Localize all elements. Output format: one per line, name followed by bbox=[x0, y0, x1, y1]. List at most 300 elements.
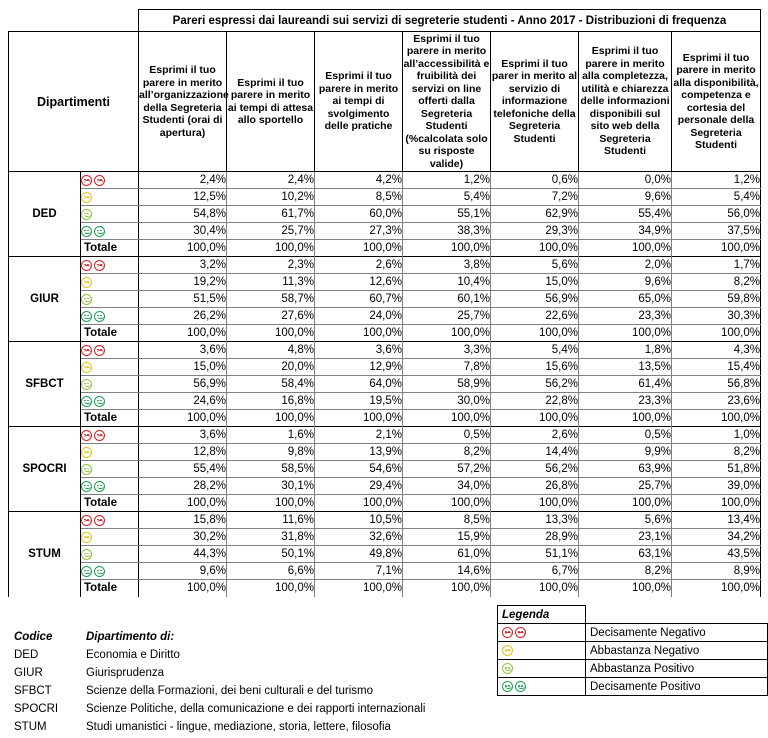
value-cell: 26,2% bbox=[139, 308, 227, 325]
neg-neg-face-icon bbox=[81, 344, 107, 356]
legend-title-spacer bbox=[586, 606, 768, 624]
table-row bbox=[9, 393, 761, 410]
codes-header-department: Dipartimento di: bbox=[86, 631, 175, 643]
value-cell: 34,0% bbox=[403, 478, 491, 495]
value-cell: 4,3% bbox=[672, 342, 761, 359]
value-cell: 56,2% bbox=[491, 376, 579, 393]
value-cell: 100,0% bbox=[579, 325, 672, 342]
value-cell: 0,5% bbox=[403, 427, 491, 444]
pos-pos-face-icon bbox=[502, 681, 528, 693]
rating-icon-cell bbox=[81, 206, 139, 223]
value-cell: 8,5% bbox=[315, 189, 403, 206]
neg-face-icon bbox=[81, 531, 94, 543]
table-row bbox=[9, 359, 761, 376]
value-cell: 100,0% bbox=[579, 495, 672, 512]
total-row-label: Totale bbox=[81, 240, 139, 257]
rating-icon-cell bbox=[81, 427, 139, 444]
value-cell: 7,1% bbox=[315, 563, 403, 580]
value-cell: 14,4% bbox=[491, 444, 579, 461]
column-header-organizzazione: Esprimi il tuo parere in merito all’organizzazione della Segreteria Studenti (orai di apertura) bbox=[139, 32, 227, 172]
code-abbreviation: SFBCT bbox=[14, 685, 52, 697]
value-cell: 22,8% bbox=[491, 393, 579, 410]
total-row-label: Totale bbox=[81, 325, 139, 342]
value-cell: 63,1% bbox=[579, 546, 672, 563]
value-cell: 25,7% bbox=[579, 478, 672, 495]
value-cell: 100,0% bbox=[403, 410, 491, 427]
value-cell: 100,0% bbox=[315, 495, 403, 512]
department-label: SFBCT bbox=[9, 342, 81, 427]
code-department-name: Giurisprudenza bbox=[86, 667, 164, 679]
value-cell: 31,8% bbox=[227, 529, 315, 546]
value-cell: 13,3% bbox=[491, 512, 579, 529]
code-department-name: Scienze Politiche, della comunicazione e dei rapporti internazionali bbox=[86, 703, 426, 715]
legend-title-row bbox=[498, 606, 768, 624]
value-cell: 100,0% bbox=[139, 580, 227, 597]
value-cell: 2,0% bbox=[579, 257, 672, 274]
code-department-name: Studi umanistici - lingue, mediazione, storia, lettere, filosofia bbox=[86, 721, 391, 733]
code-department-name: Economia e Diritto bbox=[86, 649, 180, 661]
department-label: DED bbox=[9, 172, 81, 257]
value-cell: 23,3% bbox=[579, 393, 672, 410]
value-cell: 10,2% bbox=[227, 189, 315, 206]
value-cell: 2,4% bbox=[227, 172, 315, 189]
value-cell: 100,0% bbox=[139, 410, 227, 427]
value-cell: 2,6% bbox=[491, 427, 579, 444]
value-cell: 22,6% bbox=[491, 308, 579, 325]
value-cell: 20,0% bbox=[227, 359, 315, 376]
value-cell: 100,0% bbox=[491, 410, 579, 427]
value-cell: 61,7% bbox=[227, 206, 315, 223]
value-cell: 65,0% bbox=[579, 291, 672, 308]
column-header-sito-web: Esprimi il tuo parere in merito alla completezza, utilità e chiarezza delle informazioni disponibili sul sito web della Segreteria Studenti bbox=[579, 32, 672, 172]
value-cell: 1,8% bbox=[579, 342, 672, 359]
neg-neg-face-icon bbox=[81, 174, 107, 186]
value-cell: 16,8% bbox=[227, 393, 315, 410]
value-cell: 100,0% bbox=[491, 240, 579, 257]
value-cell: 100,0% bbox=[491, 580, 579, 597]
neg-face-icon bbox=[81, 276, 94, 288]
value-cell: 23,1% bbox=[579, 529, 672, 546]
value-cell: 56,9% bbox=[139, 376, 227, 393]
pos-face-icon bbox=[81, 208, 94, 220]
legend-icon-cell bbox=[498, 678, 586, 696]
value-cell: 6,6% bbox=[227, 563, 315, 580]
value-cell: 100,0% bbox=[227, 495, 315, 512]
value-cell: 3,6% bbox=[139, 342, 227, 359]
value-cell: 12,6% bbox=[315, 274, 403, 291]
value-cell: 43,5% bbox=[672, 546, 761, 563]
table-row bbox=[9, 206, 761, 223]
total-row-label: Totale bbox=[81, 495, 139, 512]
value-cell: 8,5% bbox=[403, 512, 491, 529]
value-cell: 6,7% bbox=[491, 563, 579, 580]
table-body bbox=[9, 10, 761, 597]
value-cell: 100,0% bbox=[139, 495, 227, 512]
legend-label: Decisamente Positivo bbox=[586, 678, 768, 696]
value-cell: 8,9% bbox=[672, 563, 761, 580]
table-row bbox=[9, 376, 761, 393]
code-department-name: Scienze della Formazioni, dei beni culturali e del turismo bbox=[86, 685, 374, 697]
table-row bbox=[9, 410, 761, 427]
value-cell: 2,6% bbox=[315, 257, 403, 274]
table-row bbox=[9, 495, 761, 512]
pos-face-icon bbox=[81, 463, 94, 475]
rating-icon-cell bbox=[81, 291, 139, 308]
neg-face-icon bbox=[81, 446, 94, 458]
legend-icon-cell bbox=[498, 660, 586, 678]
rating-icon-cell bbox=[81, 308, 139, 325]
department-label: GIUR bbox=[9, 257, 81, 342]
value-cell: 61,4% bbox=[579, 376, 672, 393]
value-cell: 15,8% bbox=[139, 512, 227, 529]
code-row bbox=[14, 648, 425, 666]
value-cell: 8,2% bbox=[579, 563, 672, 580]
value-cell: 56,9% bbox=[491, 291, 579, 308]
value-cell: 44,3% bbox=[139, 546, 227, 563]
value-cell: 0,5% bbox=[579, 427, 672, 444]
table-row bbox=[9, 580, 761, 597]
table-banner-title: Pareri espressi dai laureandi sui servizi di segreterie studenti - Anno 2017 - Distribuzioni di frequenza bbox=[139, 10, 761, 32]
code-row bbox=[14, 720, 425, 738]
value-cell: 60,7% bbox=[315, 291, 403, 308]
value-cell: 38,3% bbox=[403, 223, 491, 240]
value-cell: 100,0% bbox=[579, 410, 672, 427]
table-row bbox=[9, 325, 761, 342]
value-cell: 62,9% bbox=[491, 206, 579, 223]
value-cell: 100,0% bbox=[403, 580, 491, 597]
value-cell: 63,9% bbox=[579, 461, 672, 478]
value-cell: 3,3% bbox=[403, 342, 491, 359]
value-cell: 54,8% bbox=[139, 206, 227, 223]
value-cell: 13,4% bbox=[672, 512, 761, 529]
value-cell: 1,6% bbox=[227, 427, 315, 444]
rating-icon-cell bbox=[81, 342, 139, 359]
value-cell: 100,0% bbox=[672, 410, 761, 427]
value-cell: 51,8% bbox=[672, 461, 761, 478]
neg-neg-face-icon bbox=[81, 429, 107, 441]
value-cell: 30,4% bbox=[139, 223, 227, 240]
value-cell: 1,0% bbox=[672, 427, 761, 444]
value-cell: 13,9% bbox=[315, 444, 403, 461]
legend-icon-cell bbox=[498, 624, 586, 642]
value-cell: 23,3% bbox=[579, 308, 672, 325]
total-row-label: Totale bbox=[81, 410, 139, 427]
value-cell: 100,0% bbox=[672, 240, 761, 257]
rating-icon-cell bbox=[81, 529, 139, 546]
value-cell: 30,1% bbox=[227, 478, 315, 495]
value-cell: 64,0% bbox=[315, 376, 403, 393]
rating-icon-cell bbox=[81, 172, 139, 189]
value-cell: 100,0% bbox=[315, 580, 403, 597]
value-cell: 29,3% bbox=[491, 223, 579, 240]
codes-grid bbox=[14, 630, 425, 738]
rating-icon-cell bbox=[81, 393, 139, 410]
column-header-servizi-online: Esprimi il tuo parere in merito all’accessibilità e fruibilità dei servizi on line offerti dalla Segreteria Studenti (%calcolata solo su risposte valide) bbox=[403, 32, 490, 170]
code-abbreviation: GIUR bbox=[14, 667, 43, 679]
value-cell: 10,4% bbox=[403, 274, 491, 291]
value-cell: 9,6% bbox=[139, 563, 227, 580]
table-row bbox=[9, 427, 761, 444]
value-cell: 9,6% bbox=[579, 189, 672, 206]
legend-label: Decisamente Negativo bbox=[586, 624, 768, 642]
value-cell: 5,4% bbox=[491, 342, 579, 359]
rating-icon-cell bbox=[81, 223, 139, 240]
table-row bbox=[9, 274, 761, 291]
value-cell: 27,3% bbox=[315, 223, 403, 240]
value-cell: 56,0% bbox=[672, 206, 761, 223]
value-cell: 5,6% bbox=[579, 512, 672, 529]
value-cell: 4,2% bbox=[315, 172, 403, 189]
department-label: STUM bbox=[9, 512, 81, 597]
value-cell: 0,6% bbox=[491, 172, 579, 189]
banner-spacer-dept bbox=[9, 10, 81, 32]
table-row bbox=[9, 308, 761, 325]
value-cell: 37,5% bbox=[672, 223, 761, 240]
value-cell: 100,0% bbox=[315, 240, 403, 257]
value-cell: 3,6% bbox=[139, 427, 227, 444]
value-cell: 58,4% bbox=[227, 376, 315, 393]
codes-header-code: Codice bbox=[14, 631, 53, 643]
value-cell: 100,0% bbox=[672, 495, 761, 512]
value-cell: 28,2% bbox=[139, 478, 227, 495]
value-cell: 10,5% bbox=[315, 512, 403, 529]
value-cell: 30,3% bbox=[672, 308, 761, 325]
value-cell: 34,2% bbox=[672, 529, 761, 546]
row-header-dipartimenti: Dipartimenti bbox=[9, 32, 139, 172]
value-cell: 19,5% bbox=[315, 393, 403, 410]
value-cell: 9,9% bbox=[579, 444, 672, 461]
column-header-tempi-attesa: Esprimi il tuo parere in merito ai tempi di attesa allo sportello bbox=[227, 32, 315, 172]
value-cell: 100,0% bbox=[579, 580, 672, 597]
value-cell: 5,6% bbox=[491, 257, 579, 274]
pos-pos-face-icon bbox=[81, 480, 107, 492]
column-header-tempi-svolgimento: Esprimi il tuo parere in merito ai tempi di svolgimento delle pratiche bbox=[315, 32, 403, 172]
value-cell: 51,1% bbox=[491, 546, 579, 563]
code-abbreviation: DED bbox=[14, 649, 39, 661]
column-header-personale: Esprimi il tuo parere in merito alla disponibilità, competenza e cortesia del personale della Segreteria Studenti bbox=[672, 32, 761, 172]
value-cell: 100,0% bbox=[672, 325, 761, 342]
value-cell: 14,6% bbox=[403, 563, 491, 580]
rating-icon-cell bbox=[81, 512, 139, 529]
value-cell: 32,6% bbox=[315, 529, 403, 546]
value-cell: 24,6% bbox=[139, 393, 227, 410]
pos-pos-face-icon bbox=[81, 310, 107, 322]
value-cell: 30,0% bbox=[403, 393, 491, 410]
value-cell: 11,3% bbox=[227, 274, 315, 291]
value-cell: 5,4% bbox=[672, 189, 761, 206]
value-cell: 13,5% bbox=[579, 359, 672, 376]
value-cell: 59,8% bbox=[672, 291, 761, 308]
legend-box bbox=[497, 605, 768, 696]
banner-row bbox=[9, 10, 761, 32]
legend-row bbox=[498, 624, 768, 642]
value-cell: 100,0% bbox=[139, 240, 227, 257]
value-cell: 24,0% bbox=[315, 308, 403, 325]
rating-icon-cell bbox=[81, 563, 139, 580]
value-cell: 100,0% bbox=[227, 325, 315, 342]
value-cell: 100,0% bbox=[403, 240, 491, 257]
value-cell: 25,7% bbox=[227, 223, 315, 240]
table-row bbox=[9, 223, 761, 240]
table-row bbox=[9, 478, 761, 495]
value-cell: 8,2% bbox=[403, 444, 491, 461]
legend-row bbox=[498, 678, 768, 696]
value-cell: 100,0% bbox=[579, 240, 672, 257]
value-cell: 2,4% bbox=[139, 172, 227, 189]
rating-icon-cell bbox=[81, 257, 139, 274]
value-cell: 7,8% bbox=[403, 359, 491, 376]
legend-title: Legenda bbox=[498, 606, 586, 624]
value-cell: 30,2% bbox=[139, 529, 227, 546]
pos-face-icon bbox=[81, 293, 94, 305]
value-cell: 58,5% bbox=[227, 461, 315, 478]
value-cell: 8,2% bbox=[672, 444, 761, 461]
legend-row bbox=[498, 642, 768, 660]
value-cell: 56,8% bbox=[672, 376, 761, 393]
rating-icon-cell bbox=[81, 478, 139, 495]
value-cell: 5,4% bbox=[403, 189, 491, 206]
code-row bbox=[14, 666, 425, 684]
pos-face-icon bbox=[81, 378, 94, 390]
table-row bbox=[9, 529, 761, 546]
pos-pos-face-icon bbox=[81, 395, 107, 407]
value-cell: 58,9% bbox=[403, 376, 491, 393]
code-row bbox=[14, 684, 425, 702]
value-cell: 3,2% bbox=[139, 257, 227, 274]
rating-icon-cell bbox=[81, 376, 139, 393]
value-cell: 55,4% bbox=[579, 206, 672, 223]
table-row bbox=[9, 189, 761, 206]
pos-face-icon bbox=[81, 548, 94, 560]
value-cell: 19,2% bbox=[139, 274, 227, 291]
code-abbreviation: SPOCRI bbox=[14, 703, 59, 715]
value-cell: 15,0% bbox=[491, 274, 579, 291]
neg-neg-face-icon bbox=[81, 514, 107, 526]
rating-icon-cell bbox=[81, 461, 139, 478]
table-row bbox=[9, 342, 761, 359]
rating-icon-cell bbox=[81, 189, 139, 206]
value-cell: 9,6% bbox=[579, 274, 672, 291]
value-cell: 51,5% bbox=[139, 291, 227, 308]
neg-face-icon bbox=[502, 645, 515, 657]
table-row bbox=[9, 172, 761, 189]
value-cell: 27,6% bbox=[227, 308, 315, 325]
value-cell: 7,2% bbox=[491, 189, 579, 206]
value-cell: 15,6% bbox=[491, 359, 579, 376]
column-header-row bbox=[9, 32, 761, 172]
value-cell: 100,0% bbox=[227, 240, 315, 257]
value-cell: 100,0% bbox=[315, 325, 403, 342]
department-label: SPOCRI bbox=[9, 427, 81, 512]
value-cell: 61,0% bbox=[403, 546, 491, 563]
rating-icon-cell bbox=[81, 546, 139, 563]
value-cell: 100,0% bbox=[491, 325, 579, 342]
value-cell: 100,0% bbox=[139, 325, 227, 342]
value-cell: 1,2% bbox=[403, 172, 491, 189]
value-cell: 15,9% bbox=[403, 529, 491, 546]
legend-grid bbox=[497, 605, 768, 696]
table-row bbox=[9, 444, 761, 461]
value-cell: 58,7% bbox=[227, 291, 315, 308]
rating-icon-cell bbox=[81, 444, 139, 461]
value-cell: 49,8% bbox=[315, 546, 403, 563]
table-row bbox=[9, 461, 761, 478]
neg-face-icon bbox=[81, 361, 94, 373]
legend-label: Abbastanza Positivo bbox=[586, 660, 768, 678]
code-abbreviation: STUM bbox=[14, 721, 47, 733]
pos-pos-face-icon bbox=[81, 565, 107, 577]
total-row-label: Totale bbox=[81, 580, 139, 597]
pos-pos-face-icon bbox=[81, 225, 107, 237]
value-cell: 100,0% bbox=[227, 410, 315, 427]
value-cell: 25,7% bbox=[403, 308, 491, 325]
department-codes-table bbox=[14, 630, 425, 738]
table-row bbox=[9, 512, 761, 529]
table-row bbox=[9, 257, 761, 274]
value-cell: 39,0% bbox=[672, 478, 761, 495]
value-cell: 56,2% bbox=[491, 461, 579, 478]
value-cell: 4,8% bbox=[227, 342, 315, 359]
value-cell: 100,0% bbox=[403, 495, 491, 512]
value-cell: 2,1% bbox=[315, 427, 403, 444]
value-cell: 11,6% bbox=[227, 512, 315, 529]
value-cell: 8,2% bbox=[672, 274, 761, 291]
value-cell: 1,2% bbox=[672, 172, 761, 189]
value-cell: 9,8% bbox=[227, 444, 315, 461]
value-cell: 34,9% bbox=[579, 223, 672, 240]
legend-row bbox=[498, 660, 768, 678]
value-cell: 15,0% bbox=[139, 359, 227, 376]
value-cell: 26,8% bbox=[491, 478, 579, 495]
rating-icon-cell bbox=[81, 274, 139, 291]
legend-icon-cell bbox=[498, 642, 586, 660]
value-cell: 3,8% bbox=[403, 257, 491, 274]
value-cell: 55,1% bbox=[403, 206, 491, 223]
value-cell: 12,8% bbox=[139, 444, 227, 461]
value-cell: 12,5% bbox=[139, 189, 227, 206]
rating-icon-cell bbox=[81, 359, 139, 376]
value-cell: 29,4% bbox=[315, 478, 403, 495]
frequency-distribution-table bbox=[8, 9, 761, 597]
pos-face-icon bbox=[502, 663, 515, 675]
value-cell: 60,1% bbox=[403, 291, 491, 308]
value-cell: 100,0% bbox=[403, 325, 491, 342]
table-row bbox=[9, 291, 761, 308]
value-cell: 3,6% bbox=[315, 342, 403, 359]
value-cell: 15,4% bbox=[672, 359, 761, 376]
value-cell: 23,6% bbox=[672, 393, 761, 410]
code-row bbox=[14, 702, 425, 720]
value-cell: 2,3% bbox=[227, 257, 315, 274]
value-cell: 100,0% bbox=[672, 580, 761, 597]
value-cell: 0,0% bbox=[579, 172, 672, 189]
table-row bbox=[9, 240, 761, 257]
value-cell: 60,0% bbox=[315, 206, 403, 223]
value-cell: 55,4% bbox=[139, 461, 227, 478]
codes-header-row bbox=[14, 630, 425, 648]
banner-spacer-icon bbox=[81, 10, 139, 32]
neg-face-icon bbox=[81, 191, 94, 203]
table-row bbox=[9, 546, 761, 563]
value-cell: 100,0% bbox=[227, 580, 315, 597]
table-row bbox=[9, 563, 761, 580]
neg-neg-face-icon bbox=[81, 259, 107, 271]
value-cell: 100,0% bbox=[491, 495, 579, 512]
value-cell: 12,9% bbox=[315, 359, 403, 376]
legend-label: Abbastanza Negativo bbox=[586, 642, 768, 660]
value-cell: 50,1% bbox=[227, 546, 315, 563]
value-cell: 57,2% bbox=[403, 461, 491, 478]
